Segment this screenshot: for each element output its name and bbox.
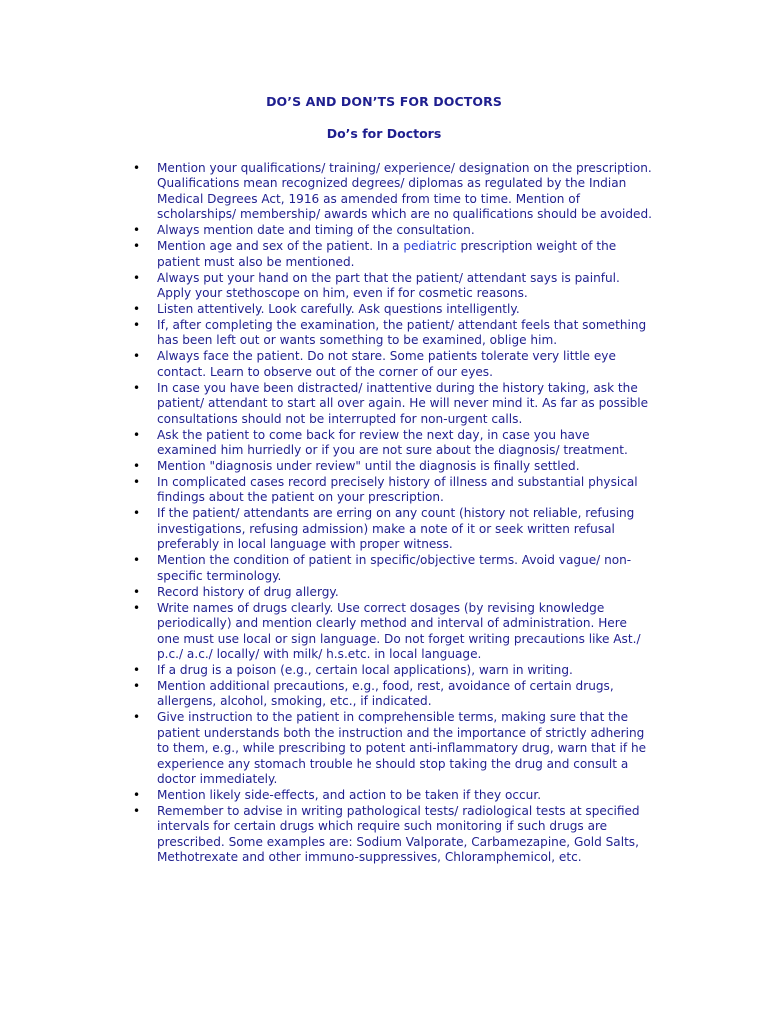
list-item [133, 161, 653, 223]
list-item-text: In complicated cases record precisely history of illness and substantial physical findings about the patient on your prescription. [157, 475, 638, 505]
list-item [133, 553, 653, 584]
list-item-text: If, after completing the examination, the patient/ attendant feels that something has been left out or wants something to be examined, oblige him. [157, 318, 647, 348]
list-item [133, 428, 653, 459]
list-item-text: If a drug is a poison (e.g., certain local applications), warn in writing. [157, 662, 573, 677]
bullet-icon: • [133, 459, 141, 474]
bullet-icon: • [133, 678, 141, 693]
list-item-text: Mention likely side-effects, and action to be taken if they occur. [157, 787, 542, 802]
bullet-icon: • [133, 380, 141, 395]
list-item [133, 804, 653, 866]
pediatric-link[interactable]: pediatric [403, 239, 457, 254]
list-item [133, 601, 653, 663]
list-item [133, 271, 653, 302]
bullet-icon: • [133, 710, 141, 725]
bullet-icon: • [133, 223, 141, 238]
bullet-icon: • [133, 349, 141, 364]
dos-list [133, 161, 653, 866]
list-item-text-after: prescription weight of the patient must also be mentioned. [157, 239, 617, 269]
bullet-icon: • [133, 318, 141, 333]
bullet-icon: • [133, 553, 141, 568]
list-item-text-before: Mention age and sex of the patient. In a [157, 239, 404, 254]
list-item-text: In case you have been distracted/ inattentive during the history taking, ask the patient/ attendant to start all over again. He will never mind it. As far as possible consultations should not be interrupted for non-urgent calls. [157, 380, 649, 426]
list-item-text: Record history of drug allergy. [157, 584, 339, 599]
bullet-icon: • [133, 161, 141, 175]
list-item [133, 349, 653, 380]
bullet-icon: • [133, 803, 141, 818]
bullet-icon: • [133, 506, 141, 521]
list-item [133, 381, 653, 427]
bullet-icon: • [133, 787, 141, 802]
list-item-text: Give instruction to the patient in comprehensible terms, making sure that the patient understands both the instruction and the importance of strictly adhering to them, e.g., while prescribing to potent anti-inflammatory drug, warn that if he experience any stomach trouble he should stop taking the drug and consult a doctor immediately. [157, 710, 647, 786]
list-item [133, 318, 653, 349]
bullet-icon: • [133, 270, 141, 285]
list-item-text: Mention additional precautions, e.g., food, rest, avoidance of certain drugs, allergens, alcohol, smoking, etc., if indicated. [157, 678, 614, 709]
list-item-text: Ask the patient to come back for review the next day, in case you have examined him hurriedly or if you are not sure about the diagnosis/ treatment. [157, 427, 628, 458]
section-heading: Do’s for Doctors [326, 126, 442, 141]
bullet-icon: • [133, 239, 141, 254]
bullet-icon: • [133, 302, 141, 317]
list-item [133, 459, 653, 474]
bullet-icon: • [133, 584, 141, 599]
list-item-text: Always face the patient. Do not stare. Some patients tolerate very little eye contact. Learn to observe out of the corner of our eyes. [157, 349, 616, 379]
list-item [133, 788, 653, 803]
list-item-text: Mention the condition of patient in specific/objective terms. Avoid vague/ non-specific terminology. [157, 553, 632, 583]
list-item [133, 506, 653, 552]
list-item-text: Write names of drugs clearly. Use correct dosages (by revising knowledge periodically) and mention clearly method and interval of administration. Here one must use local or sign language. Do not forget writing precautions like Ast./ p.c./ a.c./ locally/ with milk/ h.s.etc. in local language. [157, 600, 641, 661]
list-item [133, 223, 653, 238]
bullet-icon: • [133, 662, 141, 677]
document-title: DO’S AND DON’TS FOR DOCTORS [266, 94, 502, 109]
list-item-text: If the patient/ attendants are erring on any count (history not reliable, refusing investigations, refusing admission) make a note of it or seek written refusal preferably in local language with proper witness. [157, 506, 635, 552]
list-item [133, 585, 653, 600]
list-item [133, 239, 653, 270]
list-item-text: Listen attentively. Look carefully. Ask questions intelligently. [157, 302, 520, 317]
list-item-text: Always mention date and timing of the consultation. [157, 223, 475, 238]
list-item [133, 302, 653, 317]
list-item-text: Always put your hand on the part that the patient/ attendant says is painful. Apply your stethoscope on him, even if for cosmetic reasons. [157, 270, 620, 301]
list-item-text: Mention your qualifications/ training/ experience/ designation on the prescription. Qualifications mean recognized degrees/ diplomas as regulated by the Indian Medical Degrees Act, 1916 as amended from time to time. Mention of scholarships/ membership/ awards which are no qualifications should be avoided. [157, 161, 652, 222]
list-item [133, 663, 653, 678]
bullet-icon: • [133, 427, 141, 442]
list-item [133, 679, 653, 710]
list-item [133, 710, 653, 787]
list-item-text: Remember to advise in writing pathological tests/ radiological tests at specified intervals for certain drugs which require such monitoring if such drugs are prescribed. Some examples are: Sodium Valporate, Carbamezapine, Gold Salts, Methotrexate and other immuno-suppressives, Chloramphemicol, etc. [157, 803, 640, 865]
bullet-icon: • [133, 475, 141, 490]
list-item [133, 475, 653, 506]
list-item-text [157, 239, 653, 270]
list-item-text: Mention "diagnosis under review" until the diagnosis is finally settled. [157, 459, 580, 474]
bullet-icon: • [133, 600, 141, 615]
